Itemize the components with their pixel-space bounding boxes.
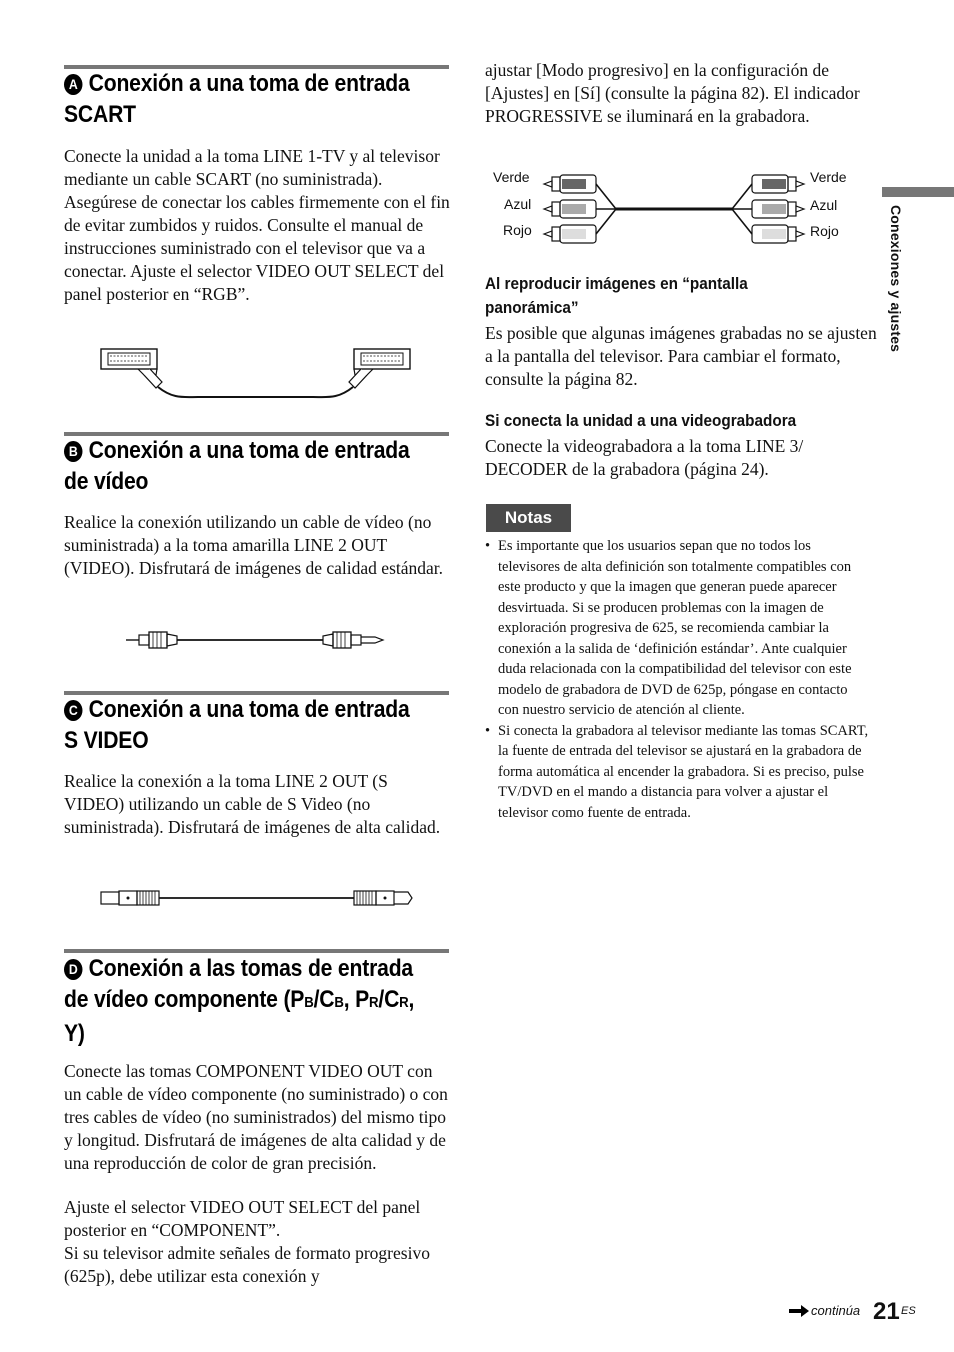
section-a-body: Conecte la unidad a la toma LINE 1-TV y al televisor mediante un cable SCART (no suministrada). Asegúrese de conectar los cables firmemente con el fin de evitar zumbidos y ruidos. Consulte el manual de instrucciones suministrado con el televisor que va a conectar. Ajuste el selector VIDEO OUT SELECT del panel posterior en “RGB”. xyxy=(64,146,450,304)
page-number: 21 xyxy=(873,1298,900,1325)
section-d-heading: D Conexión a las tomas de entrada de vídeo componente (PB/CB, PR/CR, Y) xyxy=(64,955,415,1047)
note-item: • Es importante que los usuarios sepan que no todos los televisores de alta definición son totalmente compatibles con este producto y que la imagen que generan puede aparecer desvirtuada. Si se producen problemas con la imagen de exploración progresiva de 625, se recomienda cambiar la conexión a la salida de ‘definición estándar’. Ante cualquier duda relacionada con la compatibilidad del televisor con este modelo de grabadora de DVD de 625p, póngase en contacto con nuestro servicio de atención al cliente. xyxy=(485,536,869,721)
page-language: ES xyxy=(901,1305,916,1317)
section-d-body-p1: Conecte las tomas COMPONENT VIDEO OUT con un cable de vídeo componente (no suministrado) o con tres cables de vídeo (no suministrados) del mismo tipo y longitud. Disfrutará de imágenes de alta calidad y de una reproducción de color de gran precisión. xyxy=(64,1061,448,1173)
arrow-right-icon xyxy=(788,1304,810,1318)
section-d-letter-icon: D xyxy=(64,959,82,980)
cable-label-right-red: Rojo xyxy=(810,223,839,239)
widescreen-heading: Al reproducir imágenes en “pantalla panorámica” xyxy=(485,274,748,317)
section-a-heading: A Conexión a una toma de entrada SCART xyxy=(64,70,410,128)
notes-badge: Notas xyxy=(486,504,571,532)
notes-list xyxy=(485,536,869,823)
section-b-letter-icon: B xyxy=(64,441,82,462)
cable-label-left-green: Verde xyxy=(493,169,530,185)
section-c-heading: C Conexión a una toma de entrada S VIDEO xyxy=(64,696,410,754)
cable-label-left-blue: Azul xyxy=(504,196,532,212)
s-video-cable-illustration xyxy=(100,886,415,910)
scart-cable-illustration xyxy=(98,345,413,401)
section-d-body-continued: ajustar [Modo progresivo] en la configuración de [Ajustes] en [Sí] (consulte la página 82). El indicador PROGRESSIVE se iluminará en la grabadora. xyxy=(485,60,860,126)
cable-label-right-blue: Azul xyxy=(810,197,838,213)
cable-label-right-green: Verde xyxy=(810,169,847,185)
section-b-heading: B Conexión a una toma de entrada de vídeo xyxy=(64,437,410,495)
note-item: • Si conecta la grabadora al televisor mediante las tomas SCART, la fuente de entrada del televisor se ajustará en la grabadora de forma automática al encender la grabadora. Si es preciso, pulse TV/DVD en el mando a distancia para volver a ajustar el televisor como fuente de entrada. xyxy=(485,721,869,824)
cable-label-left-red: Rojo xyxy=(503,222,532,238)
side-tab-label: Conexiones y ajustes xyxy=(888,205,904,353)
video-cable-illustration xyxy=(125,628,390,652)
vcr-heading: Si conecta la unidad a una videograbadora xyxy=(485,411,797,430)
component-cable-illustration xyxy=(540,172,808,246)
section-c-letter-icon: C xyxy=(64,700,82,721)
section-a-letter-icon: A xyxy=(64,74,82,95)
section-d-body-p2: Ajuste el selector VIDEO OUT SELECT del panel posterior en “COMPONENT”. xyxy=(64,1197,421,1240)
section-c-body: Realice la conexión a la toma LINE 2 OUT (S VIDEO) utilizando un cable de S Video (no suministrada). Disfrutará de imágenes de alta calidad. xyxy=(64,771,441,837)
widescreen-body: Es posible que algunas imágenes grabadas no se ajusten a la pantalla del televisor. Para cambiar el formato, consulte la página 82. xyxy=(485,323,877,389)
section-d-body-p3: Si su televisor admite señales de formato progresivo (625p), debe utilizar esta conexión y xyxy=(64,1243,430,1286)
section-side-tab xyxy=(882,187,954,197)
continues-label: continúa xyxy=(811,1303,861,1318)
vcr-body: Conecte la videograbadora a la toma LINE 3/ DECODER de la grabadora (página 24). xyxy=(485,436,804,479)
section-b-body: Realice la conexión utilizando un cable de vídeo (no suministrada) a la toma amarilla LINE 2 OUT (VIDEO). Disfrutará de imágenes de calidad estándar. xyxy=(64,512,444,578)
